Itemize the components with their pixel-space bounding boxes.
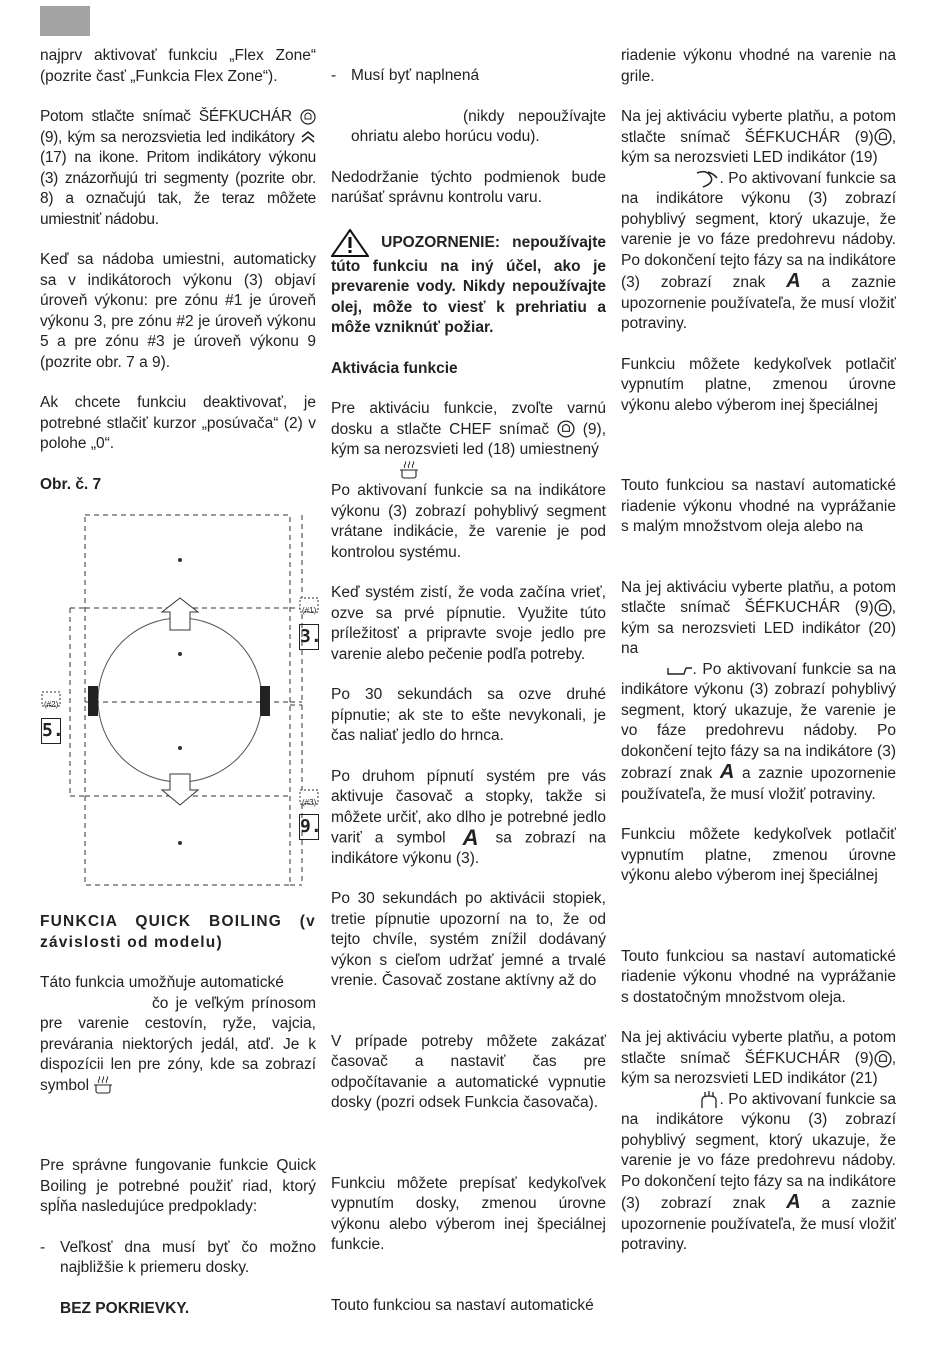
pot-steam-icon	[399, 461, 419, 479]
deep-fry-icon	[698, 1090, 720, 1110]
figure-7	[40, 510, 320, 890]
chef-sensor-icon	[557, 420, 575, 438]
paragraph: V prípade potreby môžete zakázať časovač a nastaviť čas pre odpočítavanie a automatické vypnutie dosky (pozri odsek Funkcia časovača).	[331, 1032, 606, 1112]
bold-note: BEZ POKRIEVKY.	[60, 1299, 190, 1317]
power-indicator-zone-3: 9.	[299, 814, 319, 840]
column-1	[40, 46, 316, 495]
paragraph: (nikdy nepoužívajte ohriatu alebo horúcu vodu).	[351, 107, 606, 145]
zone-3-label: (#3)	[302, 798, 317, 807]
grill-icon	[694, 169, 720, 189]
column-2	[331, 66, 606, 1336]
paragraph: riadenie výkonu vhodné na varenie na grile.	[621, 47, 896, 85]
paragraph: Ak chcete funkciu deaktivovať, je potrebné stlačiť kurzor „posúvača“ (2) v polohe „0“.	[40, 394, 316, 452]
paragraph: Po druhom pípnutí systém pre vás aktivuje časovač a stopky, takže si môžete určiť, ako dlho je potrebné jedlo variť a symbol A sa zobrazí na indikátore výkonu (3).	[331, 767, 607, 867]
paragraph: Po 30 sekundách sa ozve druhé pípnutie; ak ste to ešte nevykonali, je čas naliať jedlo do hrnca.	[331, 686, 606, 744]
paragraph: Funkciu môžete kedykoľvek potlačiť vypnutím platne, zmenou úrovne výkonu alebo výberom inej špeciálnej	[621, 826, 896, 885]
paragraph: Funkciu môžete prepísať kedykoľvek vypnutím dosky, zmenou úrovne výkonu alebo výberom inej špeciálnej funkcie.	[331, 1174, 606, 1254]
paragraph: Na jej aktiváciu vyberte platňu, a potom stlačte snímač ŠÉFKUCHÁR (9) , kým sa nerozsvieti LED indikátor (19) . Po aktivovaní funkcie sa na indikátore výkonu (3) zobrazí pohyblivý segment, ktorý ukazuje, že varenie je vo fáze predohrevu nádoby. Po dokončení tejto fázy sa na indikátore (3) zobrazí znak A a zaznie upozornenie používateľa, že musí vložiť potraviny.	[621, 108, 896, 333]
chef-sensor-icon	[874, 1050, 892, 1068]
list-item: - Musí byť naplnená	[331, 67, 480, 84]
seven-segment-a-icon: A	[786, 270, 801, 293]
power-indicator-zone-1: 3.	[299, 624, 319, 650]
zone-2-label: (#2)	[44, 700, 59, 709]
paragraph: Na jej aktiváciu vyberte platňu, a potom stlačte snímač ŠÉFKUCHÁR (9) , kým sa nerozsvieti LED indikátor (21) . Po aktivovaní funkcie sa na indikátore výkonu (3) zobrazí pohyblivý segment, ktorý ukazuje, že varenie je vo fáze predohrevu nádoby. Po dokončení tejto fázy sa na indikátore (3) zobrazí znak A a zaznie upozornenie používateľa, že musí vložiť potraviny.	[621, 1029, 896, 1254]
seven-segment-a-icon: A	[786, 1191, 801, 1214]
paragraph: Po 30 sekundách po aktivácii stopiek, tretie pípnutie upozorní na to, že od tejto chvíle, systém znížil dodávaný výkon s cieľom udržať jemné a trvalé vrenie. Časovač zostane aktívny až do	[331, 890, 606, 990]
paragraph: Na jej aktiváciu vyberte platňu, a potom stlačte snímač ŠÉFKUCHÁR (9) , kým sa nerozsvieti LED indikátor (20) na . Po aktivovaní funkcie sa na indikátore výkonu (3) zobrazí pohyblivý segment, ktorý ukazuje, že varenie je vo fáze predohrevu nádoby. Po dokončení tejto fázy sa na indikátore (3) zobrazí znak A a zaznie upozornenie používateľa, že musí vložiť potraviny.	[621, 578, 897, 803]
seven-segment-a-icon: A	[462, 825, 479, 850]
paragraph: Keď systém zistí, že voda začína vrieť, ozve sa prvé pípnutie. Využite túto príležitosť a pripravte svoje jedlo pre varenie alebo pečenie podľa potreby.	[331, 584, 606, 663]
warning-paragraph: UPOZORNENIE: nepoužívajte túto funkciu na iný účel, ako je prevarenie vody. Nikdy nepoužívajte olej, môže to viesť k prehriatiu a môže vzniknúť požiar.	[331, 229, 606, 339]
power-indicator-zone-2: 5.	[41, 718, 61, 744]
cooktop-diagram	[40, 510, 320, 890]
paragraph: Nedodržanie týchto podmienok bude narúšať správnu kontrolu varu.	[331, 168, 606, 206]
pot-steam-icon	[93, 1076, 113, 1094]
paragraph: Touto funkciou sa nastaví automatické	[331, 1296, 594, 1314]
paragraph: Potom stlačte snímač ŠÉFKUCHÁR (9), kým sa nerozsvietia led indikátory (17) na ikone. Pritom indikátory výkonu (3) znázorňujú tri segmenty (pozrite obr. 8) a označujú tak, že teraz môžete umiestniť nádobu.	[40, 108, 316, 228]
paragraph: Touto funkciou sa nastaví automatické riadenie výkonu vhodné na vyprážanie s dostatočným množstvom oleja.	[621, 947, 896, 1006]
zone-1-label: (#1)	[302, 606, 317, 615]
page-tab	[40, 6, 90, 36]
chef-sensor-icon	[300, 109, 316, 125]
column-3	[621, 46, 896, 1276]
paragraph: Po aktivovaní funkcie sa na indikátore výkonu (3) zobrazí pohyblivý segment vrátane indikácie, že varenie je pod kontrolou systému.	[331, 482, 606, 561]
paragraph: Touto funkciou sa nastaví automatické riadenie výkonu vhodné na vyprážanie s malým množstvom oleja alebo na	[621, 477, 896, 536]
paragraph: Pre správne fungovanie funkcie Quick Boiling je potrebné použiť riad, ktorý spĺňa nasledujúce predpoklady:	[40, 1157, 316, 1215]
section-heading: Aktivácia funkcie	[331, 359, 458, 377]
frying-pan-icon	[667, 664, 693, 676]
seven-segment-a-icon: A	[719, 761, 735, 784]
chef-sensor-icon	[874, 599, 892, 617]
column-1-lower	[40, 912, 316, 1339]
section-heading: FUNKCIA QUICK BOILING (v závislosti od modelu)	[40, 913, 316, 951]
warning-triangle-icon	[331, 229, 369, 257]
chef-sensor-icon	[874, 128, 892, 146]
paragraph: najprv aktivovať funkciu „Flex Zone“ (pozrite časť „Funkcia Flex Zone“).	[40, 47, 316, 85]
list-item: - Veľkosť dna musí byť čo možno najbližšie k priemeru dosky.	[40, 1238, 316, 1276]
flex-zone-arrows-icon	[300, 130, 316, 144]
paragraph: Táto funkcia umožňuje automatické čo je veľkým prínosom pre varenie cestovín, ryže, vajcia, prevárania niektorých jedál, atď. Je k dispozícii len pre zóny, kde sa zobrazí symbol	[40, 974, 316, 1094]
paragraph: Pre aktiváciu funkcie, zvoľte varnú dosku a stlačte CHEF snímač (9), kým sa nerozsvieti led (18) umiestnený	[331, 399, 606, 481]
figure-title: Obr. č. 7	[40, 475, 102, 493]
paragraph: Keď sa nádoba umiestni, automaticky sa v indikátoroch výkonu (3) objaví úroveň výkonu: pre zónu #1 je úroveň výkonu 3, pre zónu #2 je úroveň výkonu 5 a pre zónu #3 je úroveň výkonu 9 (pozrite obr. 7 a 9).	[40, 251, 316, 371]
paragraph: Funkciu môžete kedykoľvek potlačiť vypnutím platne, zmenou úrovne výkonu alebo výberom inej špeciálnej	[621, 355, 896, 414]
